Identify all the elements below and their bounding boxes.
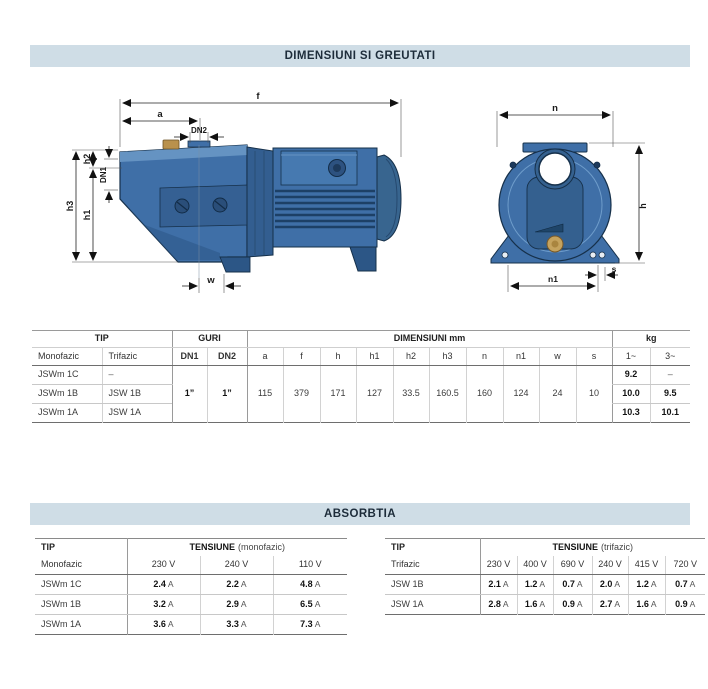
dim-label-s: s (611, 264, 617, 274)
current-value: 0.9 A (553, 595, 592, 615)
pump-front-view-drawing (465, 85, 708, 320)
current-value: 0.7 A (553, 575, 592, 595)
value-a: 115 (247, 366, 283, 423)
voltage-header: 110 V (273, 556, 347, 575)
model-tri: JSW 1B (102, 385, 172, 404)
dim-label-h3: h3 (65, 200, 75, 212)
voltage-header: 230 V (480, 556, 517, 575)
dim-label-a: a (157, 109, 163, 120)
value-h2: 33.5 (393, 366, 429, 423)
model-name: JSWm 1C (35, 575, 127, 595)
col-dn2: DN2 (207, 348, 247, 366)
model-mono: JSWm 1A (38, 407, 79, 418)
model-tri: JSW 1A (102, 404, 172, 423)
col-n: n (466, 348, 503, 366)
weight-3ph: 10.1 (650, 404, 690, 423)
col-h3: h3 (429, 348, 466, 366)
motor-fins (275, 191, 375, 227)
current-value: 2.9 A (200, 595, 273, 615)
current-value: 3.6 A (127, 615, 200, 635)
current-value: 4.8 A (273, 575, 347, 595)
tri-tip-header: TIP (391, 541, 406, 552)
mono-tensiune-header (127, 539, 347, 557)
voltage-header: 230 V (127, 556, 200, 575)
dim-label-h1: h1 (82, 209, 92, 221)
dim-label-h-front: h (638, 203, 648, 209)
current-value: 0.9 A (665, 595, 705, 615)
model-name: JSW 1B (385, 575, 480, 595)
table-row (35, 615, 347, 635)
dim-label-dn2: DN2 (190, 126, 208, 135)
mono-tip-header: TIP (41, 541, 56, 552)
voltage-header: 415 V (628, 556, 665, 575)
model-tri: – (102, 366, 172, 385)
tri-tensiune-header (480, 539, 705, 557)
col-group-guri: GURI (172, 331, 247, 348)
table-row (35, 575, 347, 595)
value-n1: 124 (503, 366, 539, 423)
table-row (385, 575, 705, 595)
current-value: 3.2 A (127, 595, 200, 615)
table-row (32, 366, 690, 385)
current-value: 2.2 A (200, 575, 273, 595)
voltage-header: 400 V (517, 556, 553, 575)
tensiune-note: (monofazic) (238, 541, 286, 552)
current-value: 2.7 A (592, 595, 628, 615)
current-value: 2.0 A (592, 575, 628, 595)
model-name: JSWm 1A (41, 618, 82, 629)
col-h1: h1 (356, 348, 393, 366)
value-h1: 127 (356, 366, 393, 423)
col-w: w (539, 348, 576, 366)
col-kg-1ph: 1~ (612, 348, 650, 366)
voltage-header: 240 V (592, 556, 628, 575)
col-s: s (576, 348, 612, 366)
col-monofazic: Monofazic (32, 348, 102, 366)
dim-label-f: f (256, 91, 260, 102)
tri-phase-label: Trifazic (385, 556, 480, 575)
model-name: JSWm 1B (35, 595, 127, 615)
voltage-header: 720 V (665, 556, 705, 575)
table-row (35, 595, 347, 615)
absorption-threephase-table (385, 538, 705, 615)
dim-label-h2: h2 (82, 153, 92, 165)
voltage-header: 690 V (553, 556, 592, 575)
weight-1ph: 10.0 (612, 385, 650, 404)
port-hole (539, 153, 571, 185)
value-dn1: 1” (172, 366, 207, 423)
col-kg-3ph: 3~ (650, 348, 690, 366)
tensiune-note: (trifazic) (601, 541, 634, 552)
current-value: 1.6 A (517, 595, 553, 615)
pump-side-view-drawing (60, 85, 460, 320)
current-value: 2.8 A (480, 595, 517, 615)
table-row (385, 595, 705, 615)
col-h2: h2 (393, 348, 429, 366)
current-value: 1.6 A (628, 595, 665, 615)
absorption-monophase-table (35, 538, 347, 635)
current-value: 1.2 A (628, 575, 665, 595)
pump-side-body (120, 140, 401, 272)
model-mono: JSWm 1C (32, 366, 102, 385)
current-value: 7.3 A (273, 615, 347, 635)
dimensions-section-title: DIMENSIUNI SI GREUTATI (30, 45, 690, 67)
col-n1: n1 (503, 348, 539, 366)
col-f: f (283, 348, 320, 366)
model-name: JSW 1A (391, 598, 424, 609)
weight-1ph: 9.2 (612, 366, 650, 385)
col-h: h (320, 348, 356, 366)
value-s: 10 (576, 366, 612, 423)
value-h3: 160.5 (429, 366, 466, 423)
dim-label-w: w (207, 275, 215, 286)
col-group-kg: kg (612, 331, 690, 348)
tensiune-label: TENSIUNE (552, 541, 599, 552)
dim-label-dn1: DN1 (99, 166, 108, 184)
dim-label-n1: n1 (548, 274, 558, 284)
pump-front-body (491, 143, 619, 263)
value-f: 379 (283, 366, 320, 423)
current-value: 6.5 A (273, 595, 347, 615)
col-a: a (247, 348, 283, 366)
value-dn2: 1” (207, 366, 247, 423)
value-w: 24 (539, 366, 576, 423)
absorption-section-title: ABSORBTIA (30, 503, 690, 525)
weight-3ph: – (650, 366, 690, 385)
brass-plug (163, 140, 179, 149)
col-dn1: DN1 (172, 348, 207, 366)
dimensions-weights-table (32, 330, 690, 423)
weight-1ph: 10.3 (612, 404, 650, 423)
voltage-header: 240 V (200, 556, 273, 575)
current-value: 2.4 A (127, 575, 200, 595)
col-trifazic: Trifazic (102, 348, 172, 366)
current-value: 3.3 A (200, 615, 273, 635)
value-h: 171 (320, 366, 356, 423)
model-mono: JSWm 1B (32, 385, 102, 404)
col-group-tip: TIP (32, 331, 172, 348)
col-group-dimensiuni: DIMENSIUNI mm (247, 331, 612, 348)
mono-phase-label: Monofazic (35, 556, 127, 575)
current-value: 2.1 A (480, 575, 517, 595)
weight-3ph: 9.5 (650, 385, 690, 404)
dim-label-n: n (552, 103, 558, 114)
current-value: 1.2 A (517, 575, 553, 595)
current-value: 0.7 A (665, 575, 705, 595)
value-n: 160 (466, 366, 503, 423)
tensiune-label: TENSIUNE (189, 541, 236, 552)
